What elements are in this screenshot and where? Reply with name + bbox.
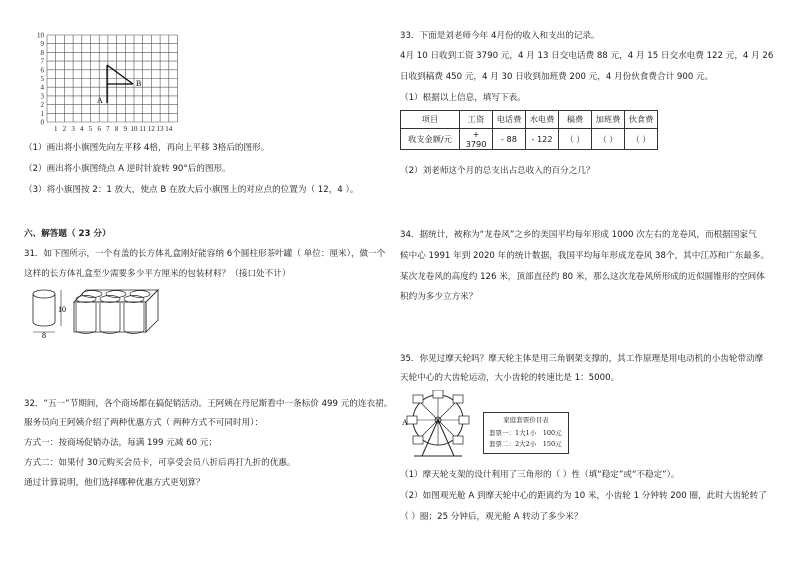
x-tick-label: 11 xyxy=(139,125,147,133)
income-expense-table xyxy=(400,110,658,150)
q31-line-2: 这样的长方体礼盒至少需要多少平方厘米的包装材料？（接口处不计） xyxy=(24,269,291,279)
price-list-row: 套票一：1大1小 100元 xyxy=(489,429,562,437)
flag-top-edge xyxy=(107,65,133,84)
q35-sub-3: （ ）圈；25 分钟后，观光舱 A 转动了多少米？ xyxy=(400,512,583,522)
y-tick-label: 0 xyxy=(40,118,44,127)
q32-line-5: 通过计算说明，他们选择哪种优惠方式更划算？ xyxy=(24,478,205,488)
y-tick-label: 9 xyxy=(40,40,44,49)
q32-line-1: 32．“五一”节期间，各个商场都在搞促销活动。王阿姨在丹尼斯看中一条标价 499 元的连衣裙。 xyxy=(24,399,393,409)
cabin-a-label: A xyxy=(402,418,408,427)
q35-sub-1: （1）摩天轮支架的设计利用了三角形的（ ）性（填“稳定”或“不稳定”）。 xyxy=(400,470,680,480)
q-grid-part-2: （2）画出将小旗图绕点 A 逆时针旋转 90°后的图形。 xyxy=(24,164,231,174)
x-tick-label: 8 xyxy=(114,125,119,133)
table-cell: - 122 xyxy=(526,129,559,150)
table-header-cell: 电话费 xyxy=(493,111,526,129)
ferris-wheel-figure xyxy=(402,390,482,460)
table-cell: + 3790 xyxy=(460,129,493,150)
q33-line-3: 日收到稿费 450 元，4 月 30 日收到加班费 200 元，4 月份伙食费合计 900 元。 xyxy=(400,72,714,82)
cabin xyxy=(413,395,423,403)
q32-line-2: 服务员向王阿姨介绍了两种优惠方式（ 两种方式不可同时用）： xyxy=(24,418,264,428)
x-tick-label: 10 xyxy=(130,125,138,133)
cabin xyxy=(453,395,463,403)
y-tick-label: 7 xyxy=(40,57,44,66)
table-header-cell: 加班费 xyxy=(592,111,625,129)
x-tick-label: 9 xyxy=(123,125,128,133)
cabin xyxy=(413,436,423,444)
price-list-title: 家庭套票价目表 xyxy=(503,416,549,424)
height-dimension-label: 10 xyxy=(58,305,66,314)
x-tick-label: 4 xyxy=(80,125,84,133)
can-front xyxy=(76,303,96,334)
q33-sub-2: （2）刘老师这个月的总支出占总收入的百分之几？ xyxy=(400,166,595,176)
q34-line-2: 候中心 1991 年到 2020 年的统计数据，我国平均每年形成龙卷风 38个，其中江苏和广东最多。 xyxy=(400,251,770,261)
table-header-cell: 项目 xyxy=(401,111,460,129)
x-tick-label: 3 xyxy=(71,125,75,133)
cabin xyxy=(433,390,443,398)
table-header-cell: 工资 xyxy=(460,111,493,129)
q35-sub-2: （2）如图观光舱 A 到摩天轮中心的距离约为 10 米，小齿轮 1 分钟转 200 圈，此时大齿轮转了 xyxy=(400,491,767,501)
box-front xyxy=(74,302,146,332)
q31-line-1: 31．如下图所示，一个有盖的长方体礼盒刚好能容纳 6个圆柱形茶叶罐（ 单位：厘米），做一个 xyxy=(24,249,386,259)
point-a-label: A xyxy=(97,96,103,105)
table-answer-cell[interactable]: （ ） xyxy=(559,129,592,150)
x-tick-label: 6 xyxy=(97,125,101,133)
q-grid-part-3: （3）将小旗图按 2：1 放大，使点 B 在放大后小旗图上的对应点的位置为（ 12，4 ）。 xyxy=(24,185,359,195)
q-grid-part-1: （1）画出将小旗图先向左平移 4格，再向上平移 3格后的图形。 xyxy=(24,143,270,153)
q34-line-3: 某次龙卷风的高度约 126 米，顶部直径约 80 米，那么这次龙卷风所形成的近似圆锥形的空间体 xyxy=(400,272,765,282)
price-list-box xyxy=(483,412,569,454)
table-row xyxy=(401,129,658,150)
y-tick-label: 6 xyxy=(40,66,44,75)
y-tick-label: 10 xyxy=(37,31,44,40)
table-cell: 收支金额/元 xyxy=(401,129,460,150)
price-list-row: 套票二：2大2小 150元 xyxy=(489,440,562,448)
support-leg xyxy=(422,420,438,456)
table-header-row xyxy=(401,111,658,129)
x-tick-label: 13 xyxy=(156,125,164,133)
y-tick-label: 3 xyxy=(40,92,44,101)
table-header-cell: 水电费 xyxy=(526,111,559,129)
table-header-cell: 稿费 xyxy=(559,111,592,129)
point-b-label: B xyxy=(136,79,142,88)
y-tick-label: 8 xyxy=(40,48,44,57)
y-tick-label: 5 xyxy=(40,75,44,83)
cylinder-bottom xyxy=(33,322,55,326)
can-front xyxy=(100,303,120,333)
width-dimension-label: 8 xyxy=(42,331,46,340)
x-tick-label: 2 xyxy=(62,125,67,133)
cabin xyxy=(453,436,463,444)
q33-line-1: 33．下面是刘老师今年 4月份的收入和支出的记录。 xyxy=(400,31,600,41)
y-tick-label: 1 xyxy=(40,109,44,118)
q35-line-2: 天轮中心的大齿轮运动，大小齿轮的转速比是 1：5000。 xyxy=(400,373,620,383)
x-tick-label: 12 xyxy=(147,125,155,133)
table-header-cell: 伙食费 xyxy=(625,111,658,129)
x-tick-label: 7 xyxy=(106,125,110,133)
q34-line-4: 积约为多少立方米？ xyxy=(400,292,478,302)
q35-line-1: 35．你见过摩天轮吗？摩天轮主体是用三角钢架支撑的，其工作原理是用电动机的小齿轮带动摩 xyxy=(400,354,764,364)
q34-line-1: 34．据统计，被称为“龙卷风”之乡的美国平均每年形成 1000 次左右的龙卷风，而根据国家气 xyxy=(400,230,757,240)
q33-line-2: 4月 10 日收到工资 3790 元，4 月 13 日交电话费 88 元，4 月 15 日交水电费 122 元，4 月 26 xyxy=(400,51,774,61)
table-cell: - 88 xyxy=(493,129,526,150)
support-leg xyxy=(438,420,454,456)
y-tick-label: 4 xyxy=(40,83,44,92)
table-answer-cell[interactable]: （ ） xyxy=(592,129,625,150)
q32-line-4: 方式二：如果付 30元购买会员卡，可享受会员八折后再打九折的优惠。 xyxy=(24,458,296,468)
q33-sub-1: （1）根据以上信息，填写下表。 xyxy=(400,93,526,103)
y-tick-label: 2 xyxy=(40,101,44,110)
can-front xyxy=(124,303,144,334)
cabin xyxy=(407,416,417,424)
x-tick-label: 1 xyxy=(53,125,58,133)
cylinder-top xyxy=(33,290,55,298)
q32-line-3: 方式一：按商场促销办法，每满 199 元减 60 元； xyxy=(24,438,217,448)
section-6-title: 六、解答题（ 23 分） xyxy=(24,229,111,239)
cabin xyxy=(459,416,469,424)
table-answer-cell[interactable]: （ ） xyxy=(625,129,658,150)
x-tick-label: 5 xyxy=(88,125,93,133)
x-tick-label: 14 xyxy=(165,125,173,133)
coordinate-grid xyxy=(28,26,238,136)
q31-figure xyxy=(28,284,168,340)
